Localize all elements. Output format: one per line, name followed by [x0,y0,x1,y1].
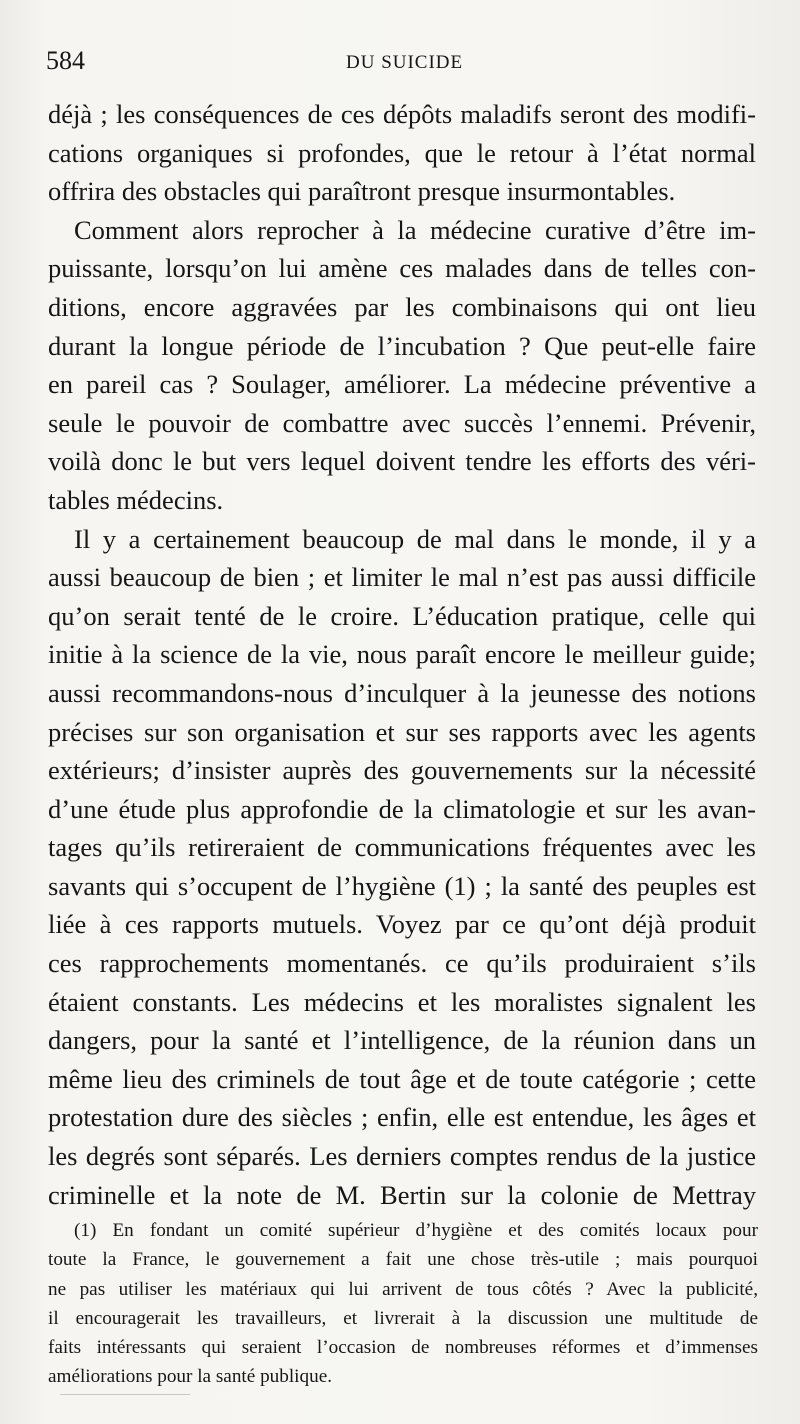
text-line: extérieurs; d’insister auprès des gouvernements sur la nécessité [48,755,756,786]
text-line: criminelle et la note de M. Bertin sur la colonie de Mettray [48,1179,756,1210]
page-header [46,46,754,86]
text-line: Il y a certainement beaucoup de mal dans le monde, il y a [74,523,756,554]
text-line: liée à ces rapports mutuels. Voyez par ce qu’ont déjà produit [48,909,756,940]
footnote-line: améliorations pour la santé publique. [48,1366,333,1388]
footnote-line: il encouragerait les travailleurs, et livrerait à la discussion une multitude de [48,1307,758,1329]
text-line: tages qu’ils retireraient de communications fréquentes avec les [48,832,756,863]
text-line: puissante, lorsqu’on lui amène ces malades dans de telles con- [48,253,756,284]
footnotes [48,1216,758,1392]
text-line: dangers, pour la santé et l’intelligence, de la réunion dans un [48,1025,756,1056]
text-line: ces rapprochements momentanés. ce qu’ils produiraient s’ils [48,948,756,979]
footnote-line: toute la France, le gouvernement a fait une chose très-utile ; mais pourquoi [48,1249,758,1271]
text-line: qu’on serait tenté de le croire. L’éducation pratique, celle qui [48,600,756,631]
text-line: les degrés sont séparés. Les derniers comptes rendus de la justice [48,1141,756,1172]
text-line: d’une étude plus approfondie de la climatologie et sur les avan- [48,793,756,824]
text-line: tables médecins. [48,484,224,515]
text-line: protestation dure des siècles ; enfin, elle est entendue, les âges et [48,1102,756,1133]
text-line: savants qui s’occupent de l’hygiène (1) ; la santé des peuples est [48,870,756,901]
text-line: cations organiques si profondes, que le retour à l’état normal [48,137,756,168]
text-line: durant la longue période de l’incubation ? Que peut-elle faire [48,330,756,361]
text-line: déjà ; les conséquences de ces dépôts maladifs seront des modifi- [48,99,756,129]
text-line: initie à la science de la vie, nous paraît encore le meilleur guide; [48,639,756,670]
running-head: DU SUICIDE [346,52,464,73]
text-line: voilà donc le but vers lequel doivent tendre les efforts des véri- [48,446,756,477]
footnote-line: (1) En fondant un comité supérieur d’hygiène et des comités locaux pour [74,1220,758,1241]
text-line: même lieu des criminels de tout âge et de toute catégorie ; cette [48,1063,756,1094]
text-line: en pareil cas ? Soulager, améliorer. La médecine préventive a [48,369,756,400]
text-line: aussi recommandons-nous d’inculquer à la jeunesse des notions [48,677,756,708]
text-line: seule le pouvoir de combattre avec succès l’ennemi. Prévenir, [48,407,756,438]
page-number: 584 [46,46,85,75]
footnote-line: faits intéressants qui seraient l’occasion de nombreuses réformes et d’immenses [48,1337,758,1359]
text-line: précises sur son organisation et sur ses rapports avec les agents [48,716,756,747]
main-text [48,95,756,1214]
text-line: Comment alors reprocher à la médecine curative d’être im- [74,214,756,245]
text-line: offrira des obstacles qui paraîtront presque insurmontables. [48,176,676,207]
bottom-rule [60,1394,190,1395]
text-line: ditions, encore aggravées par les combinaisons qui ont lieu [48,291,756,322]
text-line: aussi beaucoup de bien ; et limiter le mal n’est pas aussi difficile [48,562,756,593]
footnote-line: ne pas utiliser les matériaux qui lui arrivent de tous côtés ? Avec la publicité, [48,1278,758,1300]
text-line: étaient constants. Les médecins et les moralistes signalent les [48,986,756,1017]
